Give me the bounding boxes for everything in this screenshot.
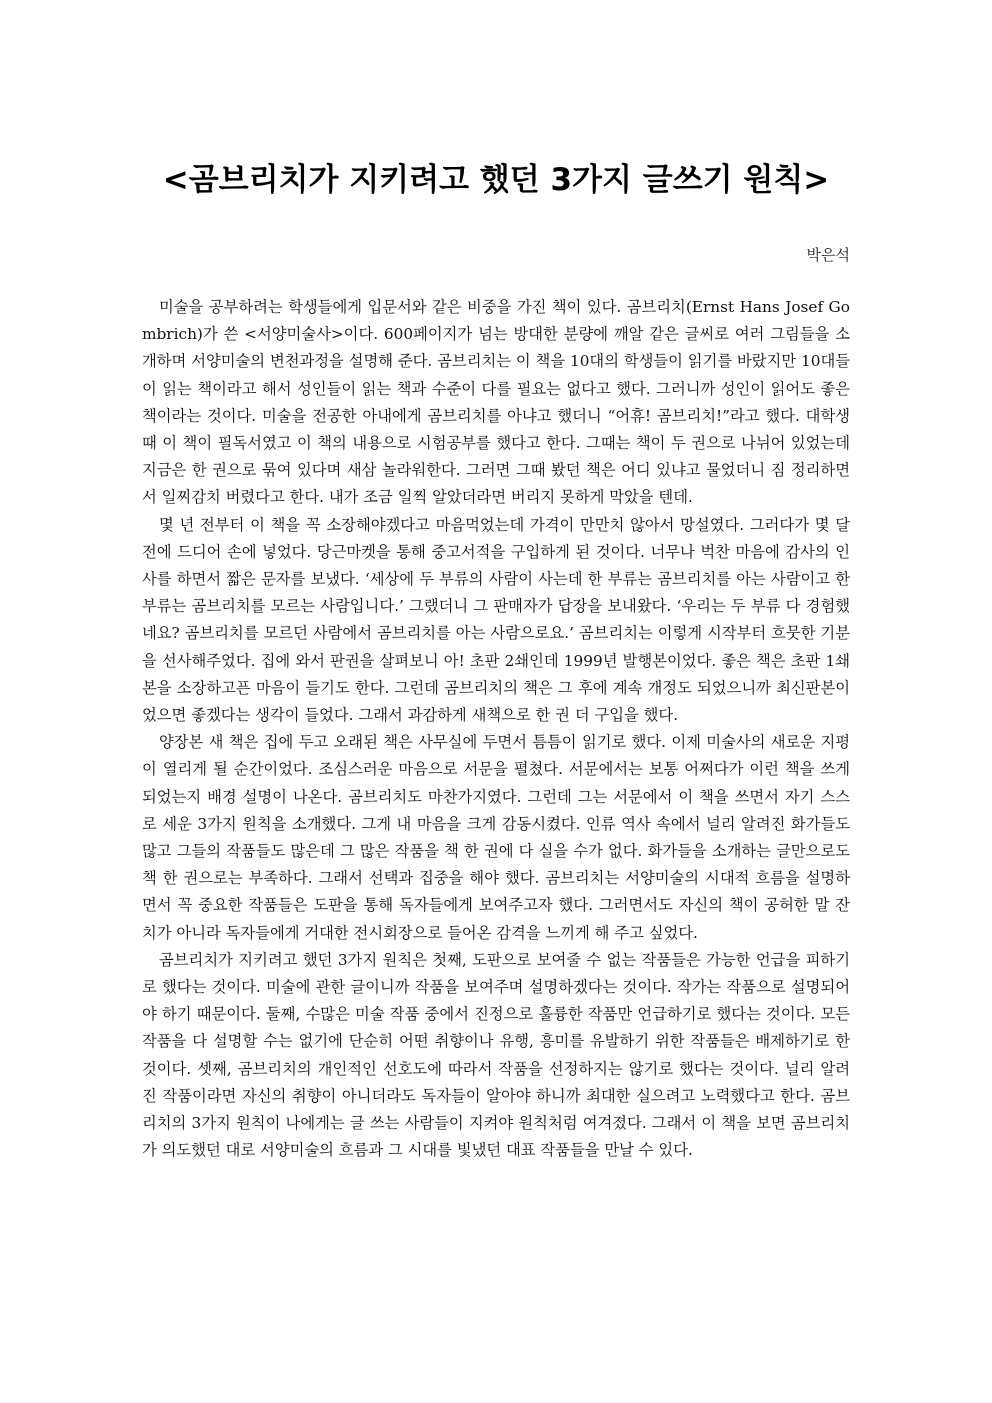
body-paragraph: 미술을 공부하려는 학생들에게 입문서와 같은 비중을 가진 책이 있다. 곰브리치(Ernst Hans Josef Gombrich)가 쓴 <서양미술사>이다. 600페이지가 넘는 방대한 분량에 깨알 같은 글씨로 여러 그림들을 소개하며 서양미술의 변천과정을 설명해 준다. 곰브리치는 이 책을 10대의 학생들이 읽기를 바랐지만 10대들이 읽는 책이라고 해서 성인들이 읽는 책과 수준이 다를 필요는 없다고 했다. 그러니까 성인이 읽어도 좋은 책이라는 것이다. 미술을 전공한 아내에게 곰브리치를 아냐고 했더니 “어휴! 곰브리치!”라고 했다. 대학생 때 이 책이 필독서였고 이 책의 내용으로 시험공부를 했다고 한다. 그때는 책이 두 권으로 나뉘어 있었는데 지금은 한 권으로 묶여 있다며 새삼 놀라워한다. 그러면 그때 봤던 책은 어디 있냐고 물었더니 짐 정리하면서 일찌감치 버렸다고 한다. 내가 조금 일찍 알았더라면 버리지 못하게 막았을 텐데.: [142, 298, 850, 507]
document-title: <곰브리치가 지키려고 했던 3가지 글쓰기 원칙>: [162, 162, 830, 198]
body-paragraph: 곰브리치가 지키려고 했던 3가지 원칙은 첫째, 도판으로 보여줄 수 없는 작품들은 가능한 언급을 피하기로 했다는 것이다. 미술에 관한 글이니까 작품을 보여주며 설명하겠다는 것이다. 작가는 작품으로 설명되어야 하기 때문이다. 둘째, 수많은 미술 작품 중에서 진정으로 훌륭한 작품만 언급하기로 했다는 것이다. 모든 작품을 다 설명할 수는 없기에 단순히 어떤 취향이나 유행, 흥미를 유발하기 위한 작품들은 배제하기로 한 것이다. 셋째, 곰브리치의 개인적인 선호도에 따라서 작품을 선정하지는 않기로 했다는 것이다. 널리 알려진 작품이라면 자신의 취향이 아니더라도 독자들이 알아야 하니까 최대한 실으려고 노력했다고 한다. 곰브리치의 3가지 원칙이 나에게는 글 쓰는 사람들이 지켜야 원칙처럼 여겨졌다. 그래서 이 책을 보면 곰브리치가 의도했던 대로 서양미술의 흐름과 그 시대를 빛냈던 대표 작품들을 만날 수 있다.: [142, 950, 850, 1160]
document-body: [142, 294, 850, 1165]
body-paragraph: 양장본 새 책은 집에 두고 오래된 책은 사무실에 두면서 틈틈이 읽기로 했다. 이제 미술사의 새로운 지평이 열리게 될 순간이었다. 조심스러운 마음으로 서문을 펼쳤다. 서문에서는 보통 어쩌다가 이런 책을 쓰게 되었는지 배경 설명이 나온다. 곰브리치도 마찬가지였다. 그런데 그는 서문에서 이 책을 쓰면서 자기 스스로 세운 3가지 원칙을 소개했다. 그게 내 마음을 크게 감동시켰다. 인류 역사 속에서 널리 알려진 화가들도 많고 그들의 작품들도 많은데 그 많은 작품을 책 한 권에 다 실을 수가 없다. 화가들을 소개하는 글만으로도 책 한 권으로는 부족하다. 그래서 선택과 집중을 해야 했다. 곰브리치는 서양미술의 시대적 흐름을 설명하면서 꼭 중요한 작품들은 도판을 통해 독자들에게 보여주고자 했다. 그러면서도 자신의 책이 공허한 말 잔치가 아니라 독자들에게 거대한 전시회장으로 들어온 감격을 느끼게 해 주고 싶었다.: [142, 733, 850, 942]
body-paragraph: 몇 년 전부터 이 책을 꼭 소장해야겠다고 마음먹었는데 가격이 만만치 않아서 망설였다. 그러다가 몇 달 전에 드디어 손에 넣었다. 당근마켓을 통해 중고서적을 구입하게 된 것이다. 너무나 벅찬 마음에 감사의 인사를 하면서 짧은 문자를 보냈다. ‘세상에 두 부류의 사람이 사는데 한 부류는 곰브리치를 아는 사람이고 한 부류는 곰브리치를 모르는 사람입니다.’ 그랬더니 그 판매자가 답장을 보내왔다. ‘우리는 두 부류 다 경험했네요? 곰브리치를 모르던 사람에서 곰브리치를 아는 사람으로요.’ 곰브리치는 이렇게 시작부터 흐뭇한 기분을 선사해주었다. 집에 와서 판권을 살펴보니 아! 초판 2쇄인데 1999년 발행본이었다. 좋은 책은 초판 1쇄본을 소장하고픈 마음이 들기도 한다. 그런데 곰브리치의 책은 그 후에 계속 개정도 되었으니까 최신판본이었으면 좋겠다는 생각이 들었다. 그래서 과감하게 새책으로 한 권 더 구입을 했다.: [142, 515, 850, 725]
author-name: 박은석: [806, 246, 850, 264]
